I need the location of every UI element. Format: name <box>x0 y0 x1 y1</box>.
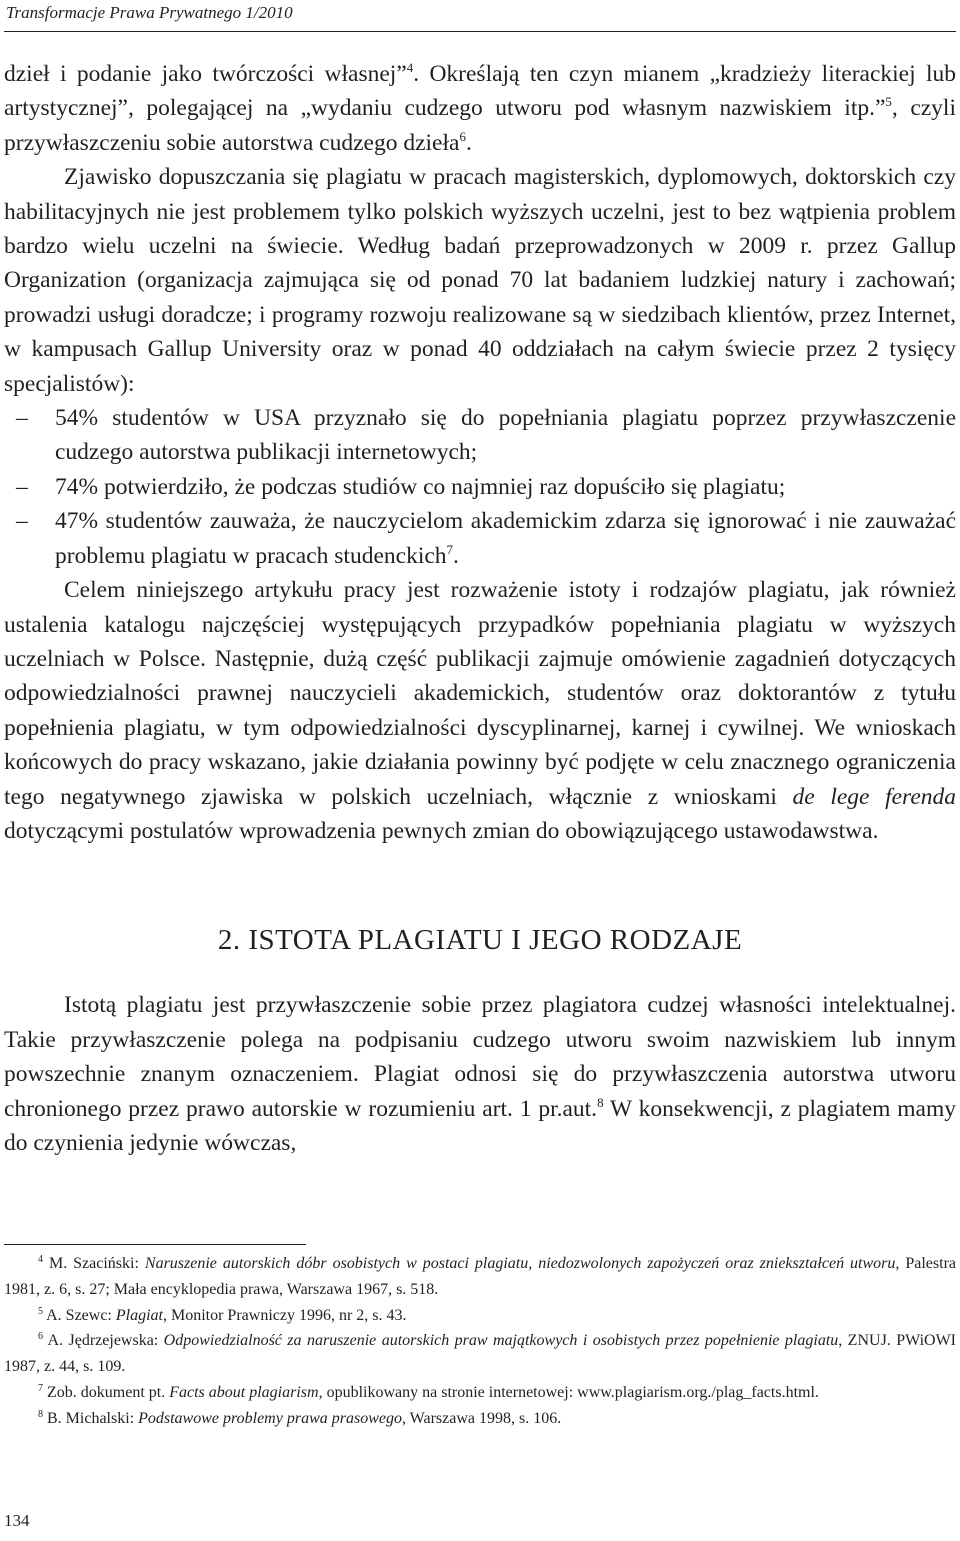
footnote-title: Plagiat <box>115 1306 163 1324</box>
section-heading: 2. ISTOTA PLAGIATU I JEGO RODZAJE <box>217 924 743 957</box>
footnote-8 <box>4 1406 956 1432</box>
list-item-text: 74% potwierdziło, że podczas studiów co najmniej raz dopuściło się plagiatu; <box>55 473 786 500</box>
footnote-title: Naruszenie autorskich dóbr osobistych w postaci plagiatu, niedozwolonych zapożyczeń oraz zniekształceń utworu <box>144 1255 896 1272</box>
paragraph-4 <box>4 988 956 1160</box>
paragraph-4-text-b: W konsekwencji, z plagiatem mamy do czynienia jedynie wówczas, <box>4 1095 957 1156</box>
footnotes <box>4 1251 956 1432</box>
paragraph-1-text-a: dzieł i podanie jako twórczości własnej” <box>4 61 407 87</box>
running-head: Transformacje Prawa Prywatnego 1/2010 <box>6 3 293 22</box>
footnote-author: M. Szaciński: <box>43 1255 145 1272</box>
paragraph-1-text-d: . <box>465 129 472 156</box>
paragraph-1-text-c: , czyli przywłaszczeniu sobie autorstwa cudzego dzieła <box>4 95 956 156</box>
body-text <box>4 57 956 1160</box>
list-item <box>4 504 956 573</box>
list-item-text: 54% studentów w USA przyznało się do popełniania plagiatu poprzez przywłaszczenie cudzego autorstwa publikacji internetowych; <box>55 405 956 466</box>
paragraph-1-text-b: . Określają ten czyn mianem „kradzieży literackiej lub artystycznej”, polegającej na „wydaniu cudzego utworu pod własnym nazwiskiem itp.” <box>4 61 956 122</box>
paragraph-2: Zjawisko dopuszczania się plagiatu w pracach magisterskich, dyplomowych, doktorskich czy habilitacyjnych nie jest problemem tylko polskich wyższych uczelni, jest to bez wątpienia problem bardzo wielu uczelni na świecie. Według badań przeprowadzonych w 2009 r. przez Gallup Organization (organizacja zajmująca się od ponad 70 lat badaniem ludzkiej natury i zachowań; prowadzi usługi doradcze; i programy rozwoju realizowane są w siedzibach klientów, przez Internet, w kampusach Gallup University oraz w ponad 40 oddziałach na całym świecie przez 2 tysięcy specjalistów): <box>4 164 956 397</box>
footnote-author: B. Michalski: <box>43 1409 139 1427</box>
dash-bullet: – <box>16 473 28 500</box>
dash-bullet: – <box>16 405 28 432</box>
footnote-number: 4 <box>38 1254 43 1265</box>
paragraph-4-text-a: Istotą plagiatu jest przywłaszczenie sobie przez plagiatora cudzej własności intelektualnej. Takie przywłaszczenie polega na podpisaniu cudzego utworu swoim nazwiskiem lub innym powszechnie znanym oznaczeniem. Plagiat odnosi się do przywłaszczenia autorstwa utworu chronionego przez prawo autorskie w rozumieniu art. 1 pr.aut. <box>4 992 956 1122</box>
footnote-ref-5: 5 <box>885 94 892 110</box>
footnote-number: 7 <box>38 1382 43 1394</box>
footnote-rule <box>4 1244 306 1245</box>
paragraph-3-text-b: dotyczącymi postulatów wprowadzenia pewnych zmian do obowiązującego ustawodawstwa. <box>4 817 879 844</box>
footnote-title: Podstawowe problemy prawa prasowego <box>138 1409 402 1427</box>
list-item <box>4 470 956 504</box>
paragraph-3 <box>4 573 956 848</box>
page-number: 134 <box>4 1511 30 1530</box>
footnote-number: 6 <box>38 1331 43 1343</box>
dash-bullet: – <box>16 508 28 535</box>
footnote-6 <box>4 1328 956 1380</box>
footnote-source: , ZNUJ. PWiOWI 1987, z. 44, s. 109. <box>4 1332 957 1376</box>
footnote-5 <box>4 1303 956 1329</box>
footnote-author: A. Jędrzejewska: <box>43 1332 164 1350</box>
list-item <box>4 401 956 470</box>
footnote-ref-8: 8 <box>597 1094 604 1110</box>
footnote-author: A. Szewc: <box>43 1306 116 1324</box>
footnote-source: , Monitor Prawniczy 1996, nr 2, s. 43. <box>162 1306 407 1324</box>
footnote-author: Zob. dokument pt. <box>43 1383 170 1401</box>
footnote-title: Facts about plagiarism <box>169 1383 319 1401</box>
paragraph-3-text-a: Celem niniejszego artykułu pracy jest rozważenie istoty i rodzajów plagiatu, jak również ustalenia katalogu najczęściej występujących przypadków popełniania plagiatu w wyższych uczelniach w Polsce. Następnie, dużą część publikacji zajmuje omówienie zagadnień dotyczących odpowiedzialności prawnej nauczycieli akademickich, studentów oraz doktorantów z tytułu popełnienia plagiatu, w tym odpowiedzialności dyscyplinarnej, karnej i cywilnej. We wnioskach końcowych do pracy wskazano, jakie działania powinny być podjęte w celu znacznego ograniczenia tego negatywnego zjawiska w polskich uczelniach, włącznie z wnioskami <box>4 577 956 810</box>
bullet-list <box>4 401 956 573</box>
footnote-source: , Palestra 1981, z. 6, s. 27; Mała encyklopedia prawa, Warszawa 1967, s. 518. <box>4 1255 957 1298</box>
header-rule <box>4 31 956 32</box>
footnote-source: , opublikowany na stronie internetowej: www.plagiarism.org./plag_facts.html. <box>318 1383 819 1401</box>
footnote-ref-7: 7 <box>446 541 454 557</box>
footnote-7 <box>4 1380 956 1406</box>
footnote-number: 5 <box>38 1305 43 1317</box>
list-item-text: 47% studentów zauważa, że nauczycielom akademickim zdarza się ignorować i nie zauważać problemu plagiatu w pracach studenckich <box>55 508 956 569</box>
footnote-ref-6: 6 <box>459 128 466 144</box>
footnote-ref-4: 4 <box>406 60 414 75</box>
footnote-4 <box>4 1251 956 1303</box>
latin-phrase: de lege ferenda <box>792 783 956 810</box>
list-item-end: . <box>453 542 459 569</box>
paragraph-1 <box>4 57 956 160</box>
footnote-source: , Warszawa 1998, s. 106. <box>401 1409 562 1427</box>
footnote-number: 8 <box>38 1408 43 1420</box>
footnote-title: Odpowiedzialność za naruszenie autorskich praw majątkowych i osobistych przez popełnienie plagiatu <box>163 1332 839 1350</box>
